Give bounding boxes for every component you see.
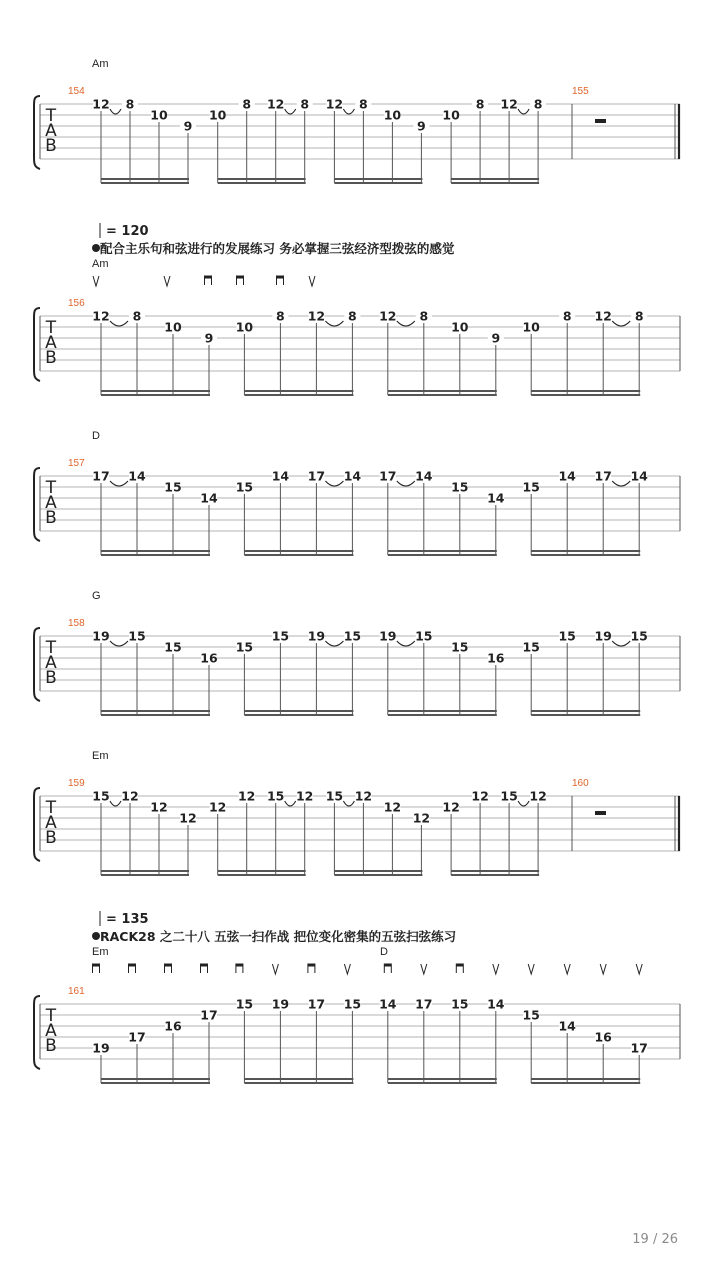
- fret-number: 15: [500, 788, 518, 804]
- beam: [334, 178, 422, 180]
- fret-number: 12: [594, 308, 612, 324]
- fret-number: 15: [235, 639, 254, 655]
- beam: [101, 550, 210, 552]
- downstroke-bar: [237, 276, 244, 279]
- beam: [244, 394, 353, 396]
- upstroke-icon: [528, 964, 534, 974]
- slur: [397, 641, 415, 646]
- beam: [244, 390, 353, 392]
- fret-number: 16: [487, 650, 505, 666]
- text-marker-icon: [92, 932, 100, 940]
- beam: [244, 550, 353, 552]
- slur: [397, 481, 415, 486]
- fret-number: 12: [500, 96, 518, 112]
- downstroke-bar: [165, 964, 172, 967]
- slur: [110, 481, 128, 486]
- beam: [244, 554, 353, 556]
- fret-number: 15: [630, 628, 648, 644]
- fret-number: 8: [242, 96, 252, 112]
- fret-number: 10: [451, 319, 469, 335]
- measure-number: 154: [68, 86, 85, 97]
- fret-number: 19: [92, 1040, 110, 1056]
- fret-number: 12: [325, 96, 344, 112]
- upstroke-icon: [493, 964, 499, 974]
- fret-number: 8: [300, 96, 310, 112]
- downstroke-bar: [236, 964, 243, 967]
- measure-number: 158: [68, 618, 85, 629]
- upstroke-icon: [344, 964, 350, 974]
- system-bracket: [34, 96, 40, 169]
- fret-number: 14: [415, 468, 433, 484]
- fret-number: 15: [92, 788, 110, 804]
- fret-number: 19: [594, 628, 612, 644]
- slur: [343, 109, 354, 114]
- fret-number: 12: [354, 788, 373, 804]
- upstroke-icon: [93, 276, 99, 286]
- beam: [244, 710, 353, 712]
- slur: [110, 109, 121, 114]
- beam: [218, 178, 306, 180]
- beam: [531, 394, 640, 396]
- fret-number: 15: [451, 639, 469, 655]
- beam: [101, 710, 210, 712]
- chord-name: G: [92, 590, 101, 602]
- fret-number: 14: [200, 490, 218, 506]
- fret-number: 12: [121, 788, 139, 804]
- upstroke-icon: [421, 964, 427, 974]
- slur: [518, 801, 529, 806]
- beam: [218, 870, 306, 872]
- slur: [343, 801, 354, 806]
- fret-number: 10: [442, 107, 460, 123]
- beam: [451, 870, 539, 872]
- beam: [388, 1082, 497, 1084]
- fret-number: 14: [630, 468, 648, 484]
- fret-number: 15: [128, 628, 146, 644]
- fret-number: 17: [630, 1040, 648, 1056]
- fret-number: 15: [522, 479, 540, 495]
- fret-number: 17: [200, 1007, 218, 1023]
- fret-number: 8: [132, 308, 142, 324]
- beam: [388, 1078, 497, 1080]
- upstroke-icon: [564, 964, 570, 974]
- fret-number: 12: [208, 799, 227, 815]
- slur: [518, 109, 529, 114]
- fret-number: 12: [295, 788, 314, 804]
- fret-number: 14: [343, 468, 362, 484]
- fret-number: 15: [343, 628, 362, 644]
- beam: [334, 182, 422, 184]
- fret-number: 15: [451, 479, 469, 495]
- upstroke-icon: [600, 964, 606, 974]
- system-bracket: [34, 468, 40, 541]
- beam: [334, 874, 422, 876]
- fret-number: 14: [487, 996, 505, 1012]
- slur: [397, 321, 415, 326]
- beam: [388, 394, 497, 396]
- fret-number: 17: [307, 468, 326, 484]
- tab-clef-letter: B: [45, 136, 57, 156]
- fret-number: 12: [442, 799, 460, 815]
- beam: [101, 870, 189, 872]
- fret-number: 14: [128, 468, 146, 484]
- fret-number: 8: [276, 308, 285, 324]
- system-bracket: [34, 996, 40, 1069]
- downstroke-bar: [93, 964, 100, 967]
- beam: [218, 874, 306, 876]
- beam: [531, 710, 640, 712]
- downstroke-bar: [277, 276, 284, 279]
- beam: [101, 394, 210, 396]
- fret-number: 12: [150, 799, 168, 815]
- tab-clef-letter: A: [45, 813, 57, 833]
- beam: [531, 1078, 640, 1080]
- fret-number: 8: [125, 96, 135, 112]
- beam: [101, 1078, 210, 1080]
- fret-number: 8: [359, 96, 368, 112]
- fret-number: 12: [412, 810, 431, 826]
- upstroke-icon: [272, 964, 278, 974]
- section-text: RACK28 之二十八 五弦一扫作战 把位变化密集的五弦扫弦练习: [100, 929, 457, 944]
- beam: [388, 550, 497, 552]
- downstroke-bar: [456, 964, 463, 967]
- fret-number: 12: [92, 308, 110, 324]
- fret-number: 9: [417, 118, 426, 134]
- fret-number: 8: [634, 308, 644, 324]
- fret-number: 19: [271, 996, 290, 1012]
- tab-clef-letter: B: [45, 508, 57, 528]
- tab-clef-letter: T: [45, 318, 57, 338]
- slur: [612, 641, 630, 646]
- fret-number: 17: [92, 468, 110, 484]
- fret-number: 16: [164, 1018, 182, 1034]
- slur: [285, 109, 296, 114]
- fret-number: 17: [307, 996, 326, 1012]
- chord-name: D: [380, 946, 388, 958]
- fret-number: 19: [307, 628, 326, 644]
- beam: [388, 554, 497, 556]
- chord-name: Am: [92, 58, 109, 70]
- page-number: 19 / 26: [632, 1232, 678, 1247]
- fret-number: 10: [150, 107, 168, 123]
- downstroke-bar: [205, 276, 212, 279]
- chord-name: Em: [92, 946, 109, 958]
- tab-clef-letter: B: [45, 668, 57, 688]
- beam: [531, 1082, 640, 1084]
- measure-number: 159: [68, 778, 85, 789]
- tab-clef-letter: A: [45, 653, 57, 673]
- beam: [244, 714, 353, 716]
- beam: [101, 182, 189, 184]
- beam: [531, 554, 640, 556]
- fret-number: 12: [383, 799, 402, 815]
- tab-clef-letter: B: [45, 348, 57, 368]
- fret-number: 15: [558, 628, 576, 644]
- beam: [101, 874, 189, 876]
- fret-number: 14: [558, 1018, 576, 1034]
- fret-number: 12: [237, 788, 256, 804]
- fret-number: 15: [415, 628, 433, 644]
- beam: [101, 178, 189, 180]
- tab-clef-letter: T: [45, 478, 57, 498]
- tab-clef-letter: A: [45, 1021, 57, 1041]
- tab-clef-letter: T: [45, 1006, 57, 1026]
- beam: [451, 182, 539, 184]
- tab-clef-letter: B: [45, 828, 57, 848]
- chord-name: Em: [92, 750, 109, 762]
- slur: [612, 321, 630, 326]
- fret-number: 8: [533, 96, 543, 112]
- measure-number: 161: [68, 986, 85, 997]
- beam: [388, 390, 497, 392]
- fret-number: 10: [522, 319, 540, 335]
- fret-number: 12: [529, 788, 547, 804]
- fret-number: 12: [379, 308, 397, 324]
- fret-number: 15: [451, 996, 469, 1012]
- fret-number: 19: [92, 628, 110, 644]
- fret-number: 8: [419, 308, 429, 324]
- fret-number: 15: [325, 788, 344, 804]
- fret-number: 12: [92, 96, 110, 112]
- fret-number: 15: [522, 639, 540, 655]
- beam: [451, 874, 539, 876]
- fret-number: 10: [164, 319, 182, 335]
- fret-number: 14: [558, 468, 576, 484]
- fret-number: 17: [379, 468, 397, 484]
- slur: [110, 801, 121, 806]
- beam: [101, 390, 210, 392]
- tab-clef-letter: B: [45, 1036, 57, 1056]
- downstroke-bar: [129, 964, 136, 967]
- slur: [285, 801, 296, 806]
- upstroke-icon: [164, 276, 170, 286]
- beam: [101, 1082, 210, 1084]
- tab-clef-letter: A: [45, 493, 57, 513]
- beam: [451, 178, 539, 180]
- fret-number: 12: [307, 308, 326, 324]
- upstroke-icon: [636, 964, 642, 974]
- fret-number: 10: [235, 319, 254, 335]
- fret-number: 9: [491, 330, 501, 346]
- slur: [325, 321, 343, 326]
- slur: [110, 321, 128, 326]
- beam: [101, 554, 210, 556]
- fret-number: 15: [266, 788, 285, 804]
- fret-number: 12: [266, 96, 285, 112]
- fret-number: 14: [271, 468, 290, 484]
- beam: [244, 1078, 353, 1080]
- text-marker-icon: [92, 244, 100, 252]
- fret-number: 17: [128, 1029, 146, 1045]
- measure-number: 157: [68, 458, 85, 469]
- whole-rest-icon: [595, 119, 606, 123]
- tempo-marking: = 120: [106, 224, 149, 239]
- beam: [388, 710, 497, 712]
- tab-clef-letter: T: [45, 798, 57, 818]
- fret-number: 12: [471, 788, 489, 804]
- section-text: 配合主乐句和弦进行的发展练习 务必掌握三弦经济型拨弦的感觉: [100, 241, 455, 256]
- tab-clef-letter: T: [45, 638, 57, 658]
- fret-number: 15: [235, 996, 254, 1012]
- beam: [101, 714, 210, 716]
- system-bracket: [34, 628, 40, 701]
- fret-number: 8: [475, 96, 485, 112]
- fret-number: 15: [522, 1007, 540, 1023]
- fret-number: 17: [594, 468, 612, 484]
- fret-number: 15: [164, 479, 182, 495]
- whole-rest-icon: [595, 811, 606, 815]
- fret-number: 9: [204, 330, 214, 346]
- measure-number: 160: [572, 778, 589, 789]
- tab-clef-letter: T: [45, 106, 57, 126]
- system-bracket: [34, 788, 40, 861]
- fret-number: 8: [348, 308, 357, 324]
- fret-number: 8: [562, 308, 572, 324]
- chord-name: Am: [92, 258, 109, 270]
- downstroke-bar: [201, 964, 208, 967]
- fret-number: 15: [164, 639, 182, 655]
- slur: [325, 481, 343, 486]
- beam: [334, 870, 422, 872]
- beam: [531, 390, 640, 392]
- beam: [531, 714, 640, 716]
- fret-number: 14: [379, 996, 397, 1012]
- beam: [218, 182, 306, 184]
- beam: [388, 714, 497, 716]
- tempo-marking: = 135: [106, 912, 149, 927]
- downstroke-bar: [384, 964, 391, 967]
- fret-number: 12: [179, 810, 197, 826]
- chord-name: D: [92, 430, 100, 442]
- fret-number: 16: [200, 650, 218, 666]
- fret-number: 9: [183, 118, 193, 134]
- fret-number: 15: [343, 996, 362, 1012]
- tab-clef-letter: A: [45, 333, 57, 353]
- slur: [612, 481, 630, 486]
- fret-number: 10: [383, 107, 402, 123]
- fret-number: 14: [487, 490, 505, 506]
- slur: [325, 641, 343, 646]
- measure-number: 155: [572, 86, 589, 97]
- beam: [531, 550, 640, 552]
- tab-clef-letter: A: [45, 121, 57, 141]
- fret-number: 15: [271, 628, 290, 644]
- beam: [244, 1082, 353, 1084]
- slur: [110, 641, 128, 646]
- system-bracket: [34, 308, 40, 381]
- fret-number: 16: [594, 1029, 612, 1045]
- fret-number: 17: [415, 996, 433, 1012]
- measure-number: 156: [68, 298, 85, 309]
- downstroke-bar: [308, 964, 315, 967]
- fret-number: 10: [208, 107, 227, 123]
- fret-number: 15: [235, 479, 254, 495]
- upstroke-icon: [309, 276, 315, 286]
- fret-number: 19: [379, 628, 397, 644]
